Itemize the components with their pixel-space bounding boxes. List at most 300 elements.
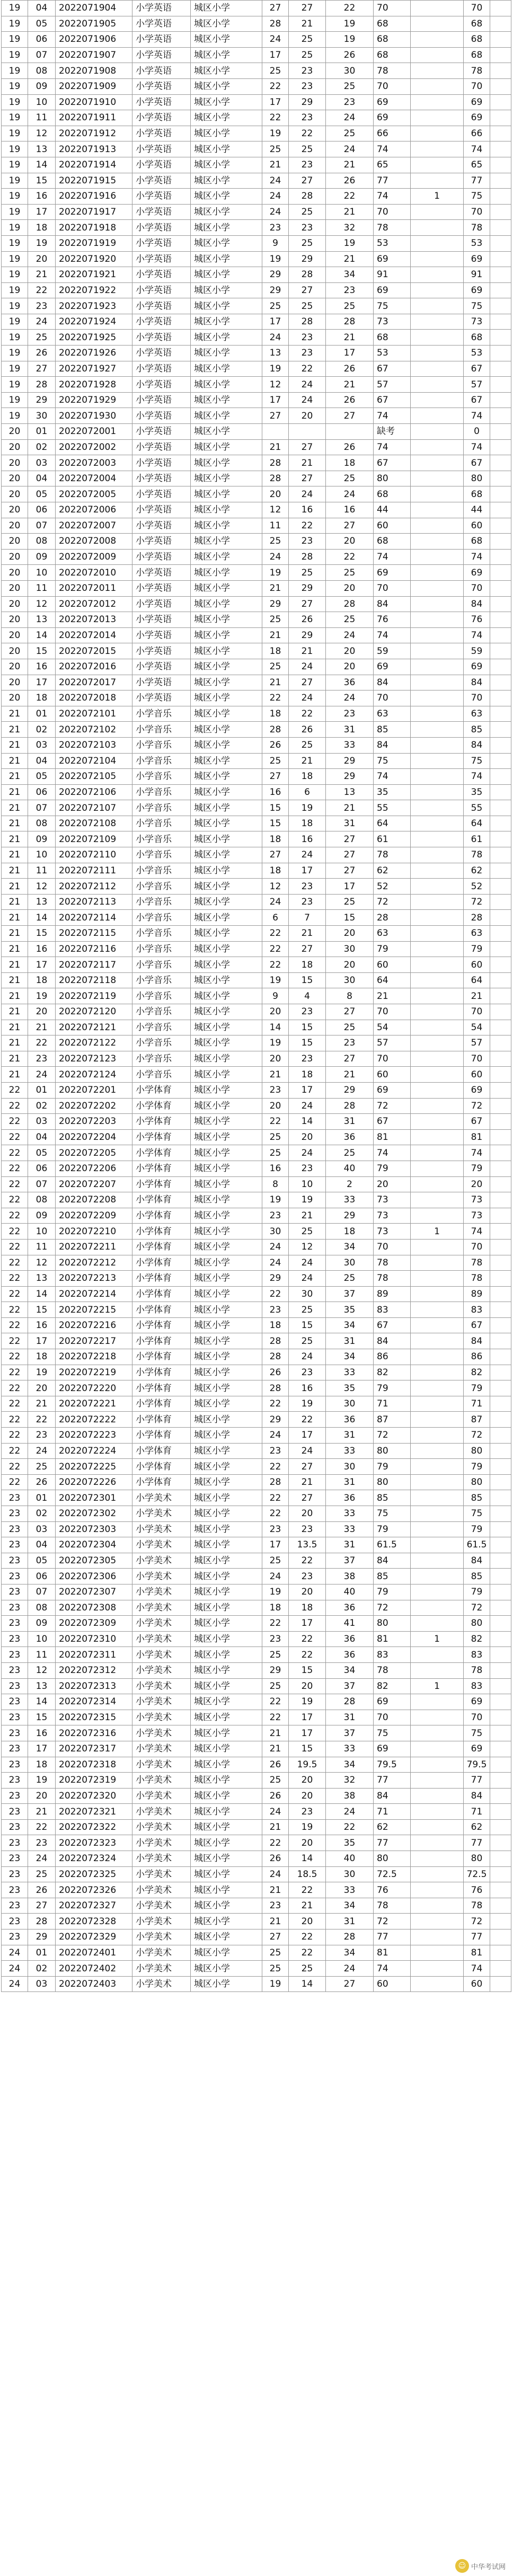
cell-score-part-2: 23 [289,1804,326,1820]
cell-seat-no: 05 [28,486,56,502]
cell-school: 城区小学 [191,831,262,847]
cell-seat-no: 07 [28,47,56,63]
cell-room-no: 22 [2,1271,28,1287]
cell-subject: 小学美术 [132,1647,191,1663]
cell-score-part-3: 27 [326,408,374,424]
cell-exam-id: 2022072318 [56,1757,132,1773]
cell-room-no: 22 [2,1412,28,1428]
cell-subject: 小学音乐 [132,737,191,753]
cell-subject: 小学英语 [132,659,191,675]
cell-bonus [411,408,464,424]
cell-seat-no: 02 [28,439,56,455]
cell-bonus [411,94,464,110]
cell-room-no: 21 [2,1067,28,1083]
cell-score-part-1: 25 [262,63,289,79]
cell-bonus [411,486,464,502]
cell-score-part-2: 21 [289,1208,326,1224]
cell-score-part-2: 25 [289,298,326,314]
cell-written-total: 55 [374,800,411,816]
cell-bonus [411,1521,464,1537]
cell-empty [490,1773,511,1789]
cell-exam-id: 2022072403 [56,1976,132,1992]
cell-score-part-1: 15 [262,816,289,831]
cell-seat-no: 14 [28,1286,56,1302]
cell-school: 城区小学 [191,1020,262,1035]
cell-exam-id: 2022072014 [56,627,132,643]
table-row [2,1317,511,1333]
cell-subject: 小学体育 [132,1271,191,1287]
cell-bonus [411,691,464,706]
cell-written-total: 74 [374,141,411,157]
cell-bonus [411,596,464,612]
cell-final-score: 84 [464,737,490,753]
cell-subject: 小学英语 [132,141,191,157]
cell-exam-id: 2022072101 [56,706,132,722]
cell-subject: 小学体育 [132,1349,191,1365]
cell-score-part-1: 28 [262,1380,289,1396]
cell-score-part-1: 13 [262,346,289,361]
cell-final-score: 81 [464,1129,490,1145]
cell-score-part-1: 29 [262,1271,289,1287]
cell-bonus [411,141,464,157]
cell-empty [490,675,511,691]
cell-score-part-2: 24 [289,1255,326,1271]
cell-written-total: 72 [374,1098,411,1114]
cell-bonus [411,1349,464,1365]
cell-room-no: 23 [2,1851,28,1867]
cell-score-part-1: 24 [262,1866,289,1882]
cell-score-part-1: 16 [262,1161,289,1176]
table-row [2,94,511,110]
cell-written-total: 85 [374,1569,411,1584]
cell-school: 城区小学 [191,863,262,879]
cell-score-part-3: 22 [326,1,374,16]
cell-score-part-2: 21 [289,455,326,471]
table-row [2,471,511,486]
cell-score-part-3: 26 [326,361,374,377]
cell-final-score: 77 [464,1773,490,1789]
cell-subject: 小学音乐 [132,926,191,942]
cell-written-total: 81 [374,1945,411,1961]
cell-school: 城区小学 [191,627,262,643]
cell-score-part-2: 24 [289,1145,326,1161]
cell-subject: 小学美术 [132,1537,191,1553]
cell-bonus [411,346,464,361]
cell-empty [490,1224,511,1240]
table-row [2,1396,511,1412]
cell-subject: 小学英语 [132,455,191,471]
cell-school: 城区小学 [191,1929,262,1945]
cell-empty [490,1835,511,1851]
cell-written-total: 80 [374,1851,411,1867]
cell-subject: 小学英语 [132,78,191,94]
cell-score-part-2 [289,424,326,440]
cell-school: 城区小学 [191,926,262,942]
cell-seat-no: 13 [28,1678,56,1694]
cell-written-total: 68 [374,32,411,48]
cell-final-score: 70 [464,1710,490,1725]
cell-seat-no: 22 [28,282,56,298]
cell-room-no: 21 [2,784,28,800]
cell-final-score: 70 [464,1004,490,1020]
cell-written-total: 67 [374,1114,411,1130]
cell-score-part-1: 18 [262,1317,289,1333]
cell-score-part-2: 20 [289,1835,326,1851]
cell-school: 城区小学 [191,1914,262,1929]
cell-written-total: 72 [374,894,411,910]
cell-empty [490,1098,511,1114]
table-row [2,1851,511,1867]
cell-school: 城区小学 [191,157,262,173]
cell-subject: 小学美术 [132,1945,191,1961]
cell-score-part-2: 25 [289,1224,326,1240]
cell-bonus [411,1443,464,1459]
cell-bonus [411,1882,464,1898]
cell-score-part-3: 37 [326,1286,374,1302]
cell-room-no: 21 [2,972,28,988]
cell-bonus [411,769,464,785]
table-row [2,32,511,48]
cell-score-part-1: 24 [262,1804,289,1820]
table-row [2,1945,511,1961]
cell-score-part-1: 23 [262,1631,289,1647]
cell-score-part-2: 20 [289,1914,326,1929]
cell-score-part-1: 18 [262,831,289,847]
cell-room-no: 21 [2,831,28,847]
table-row [2,1067,511,1083]
cell-subject: 小学体育 [132,1129,191,1145]
cell-exam-id: 2022072005 [56,486,132,502]
cell-room-no: 21 [2,753,28,769]
cell-written-total: 缺考 [374,424,411,440]
cell-school: 城区小学 [191,1412,262,1428]
cell-score-part-2: 15 [289,1035,326,1051]
cell-score-part-2: 22 [289,1647,326,1663]
cell-score-part-1: 21 [262,1819,289,1835]
cell-final-score: 61 [464,831,490,847]
cell-score-part-2: 23 [289,534,326,550]
cell-empty [490,502,511,518]
cell-room-no: 19 [2,141,28,157]
cell-score-part-2: 29 [289,251,326,267]
cell-score-part-2: 19 [289,1694,326,1710]
cell-score-part-2: 17 [289,1082,326,1098]
cell-bonus: 1 [411,1224,464,1240]
cell-room-no: 20 [2,596,28,612]
cell-exam-id: 2022071910 [56,94,132,110]
cell-seat-no: 12 [28,1255,56,1271]
cell-seat-no: 17 [28,957,56,973]
cell-subject: 小学体育 [132,1302,191,1318]
cell-seat-no: 24 [28,314,56,330]
cell-seat-no: 14 [28,627,56,643]
cell-score-part-2: 30 [289,1286,326,1302]
cell-bonus: 1 [411,1631,464,1647]
cell-score-part-2: 18.5 [289,1866,326,1882]
cell-room-no: 21 [2,910,28,926]
cell-room-no: 21 [2,722,28,738]
cell-exam-id: 2022072326 [56,1882,132,1898]
cell-school: 城区小学 [191,1145,262,1161]
cell-subject: 小学体育 [132,1412,191,1428]
cell-school: 城区小学 [191,189,262,205]
table-row [2,972,511,988]
cell-seat-no: 07 [28,518,56,534]
cell-school: 城区小学 [191,1333,262,1349]
table-row [2,643,511,659]
cell-subject: 小学英语 [132,534,191,550]
cell-empty [490,518,511,534]
cell-final-score: 85 [464,722,490,738]
cell-written-total: 70 [374,204,411,220]
cell-score-part-2: 24 [289,691,326,706]
cell-bonus [411,1694,464,1710]
cell-bonus [411,1929,464,1945]
cell-exam-id: 2022072003 [56,455,132,471]
cell-score-part-2: 21 [289,926,326,942]
cell-exam-id: 2022072322 [56,1819,132,1835]
cell-bonus [411,267,464,283]
cell-room-no: 22 [2,1396,28,1412]
cell-school: 城区小学 [191,643,262,659]
table-row [2,235,511,251]
cell-subject: 小学英语 [132,377,191,393]
cell-school: 城区小学 [191,1176,262,1192]
table-row [2,1710,511,1725]
cell-written-total: 73 [374,1208,411,1224]
cell-subject: 小学音乐 [132,784,191,800]
cell-room-no: 19 [2,282,28,298]
table-row [2,1929,511,1945]
cell-subject: 小学英语 [132,691,191,706]
table-row [2,706,511,722]
cell-score-part-3: 33 [326,1882,374,1898]
cell-exam-id: 2022072104 [56,753,132,769]
cell-score-part-1: 25 [262,612,289,628]
cell-final-score: 79 [464,1521,490,1537]
cell-school: 城区小学 [191,675,262,691]
cell-exam-id: 2022072208 [56,1192,132,1208]
cell-final-score: 61.5 [464,1537,490,1553]
cell-score-part-2: 17 [289,1710,326,1725]
cell-subject: 小学音乐 [132,831,191,847]
cell-empty [490,596,511,612]
cell-score-part-1: 17 [262,1537,289,1553]
cell-seat-no: 06 [28,1569,56,1584]
cell-exam-id: 2022072304 [56,1537,132,1553]
cell-empty [490,706,511,722]
cell-room-no: 19 [2,330,28,346]
cell-score-part-1: 28 [262,16,289,32]
cell-room-no: 22 [2,1365,28,1380]
cell-subject: 小学美术 [132,1773,191,1789]
cell-bonus [411,549,464,565]
cell-final-score: 74 [464,1961,490,1977]
cell-written-total: 74 [374,1961,411,1977]
cell-written-total: 74 [374,1145,411,1161]
cell-school: 城区小学 [191,1506,262,1522]
cell-school: 城区小学 [191,988,262,1004]
cell-school: 城区小学 [191,471,262,486]
cell-score-part-1: 20 [262,1051,289,1067]
cell-final-score: 69 [464,94,490,110]
cell-score-part-3: 32 [326,220,374,236]
cell-score-part-2: 25 [289,1961,326,1977]
cell-score-part-3: 36 [326,1490,374,1506]
cell-seat-no: 04 [28,1129,56,1145]
cell-seat-no: 14 [28,1694,56,1710]
cell-score-part-1: 21 [262,1067,289,1083]
cell-score-part-1: 22 [262,78,289,94]
cell-subject: 小学英语 [132,408,191,424]
cell-score-part-2: 24 [289,847,326,863]
cell-bonus [411,1428,464,1444]
cell-score-part-3: 27 [326,863,374,879]
cell-exam-id: 2022072301 [56,1490,132,1506]
table-row [2,1114,511,1130]
cell-score-part-3: 24 [326,110,374,126]
cell-school: 城区小学 [191,1239,262,1255]
cell-bonus [411,1145,464,1161]
cell-room-no: 19 [2,32,28,48]
cell-score-part-2: 27 [289,173,326,189]
cell-score-part-2: 22 [289,126,326,141]
cell-score-part-1: 23 [262,1521,289,1537]
cell-score-part-1: 17 [262,94,289,110]
cell-empty [490,1521,511,1537]
cell-score-part-3 [326,424,374,440]
cell-final-score: 84 [464,675,490,691]
cell-score-part-3: 24 [326,627,374,643]
cell-empty [490,643,511,659]
cell-final-score: 80 [464,1474,490,1490]
cell-room-no: 19 [2,78,28,94]
cell-score-part-1: 19 [262,1584,289,1600]
cell-school: 城区小学 [191,173,262,189]
cell-exam-id: 2022072004 [56,471,132,486]
cell-score-part-1: 22 [262,957,289,973]
cell-written-total: 67 [374,1317,411,1333]
cell-room-no: 19 [2,63,28,79]
cell-seat-no: 03 [28,737,56,753]
cell-final-score: 68 [464,330,490,346]
cell-exam-id: 2022072221 [56,1396,132,1412]
table-row [2,941,511,957]
cell-score-part-2: 24 [289,1443,326,1459]
cell-subject: 小学英语 [132,63,191,79]
cell-seat-no: 09 [28,78,56,94]
cell-exam-id: 2022071921 [56,267,132,283]
table-row [2,1,511,16]
cell-empty [490,1710,511,1725]
cell-score-part-1: 24 [262,330,289,346]
table-row [2,424,511,440]
cell-final-score: 69 [464,251,490,267]
cell-room-no: 23 [2,1553,28,1569]
cell-bonus [411,110,464,126]
cell-room-no: 19 [2,377,28,393]
cell-room-no: 19 [2,267,28,283]
cell-room-no: 21 [2,879,28,895]
cell-room-no: 20 [2,659,28,675]
cell-final-score: 68 [464,16,490,32]
table-row [2,1286,511,1302]
cell-score-part-3: 30 [326,1459,374,1475]
cell-room-no: 22 [2,1239,28,1255]
cell-empty [490,1662,511,1678]
cell-score-part-2: 22 [289,1929,326,1945]
cell-final-score: 72.5 [464,1866,490,1882]
cell-score-part-2: 25 [289,235,326,251]
cell-bonus [411,1898,464,1914]
table-row [2,408,511,424]
cell-score-part-3: 18 [326,1224,374,1240]
cell-score-part-2: 14 [289,1976,326,1992]
cell-room-no: 20 [2,486,28,502]
cell-bonus [411,1098,464,1114]
cell-final-score: 83 [464,1302,490,1318]
cell-seat-no: 07 [28,1584,56,1600]
cell-written-total: 62 [374,863,411,879]
cell-school: 城区小学 [191,1443,262,1459]
cell-school: 城区小学 [191,1647,262,1663]
cell-bonus [411,1976,464,1992]
cell-final-score: 74 [464,1224,490,1240]
cell-written-total: 60 [374,1976,411,1992]
cell-score-part-2: 22 [289,518,326,534]
cell-score-part-1: 15 [262,800,289,816]
cell-score-part-2: 24 [289,486,326,502]
cell-exam-id: 2022072302 [56,1506,132,1522]
table-row [2,1412,511,1428]
cell-bonus [411,361,464,377]
cell-school: 城区小学 [191,1255,262,1271]
cell-score-part-2: 21 [289,16,326,32]
cell-score-part-2: 20 [289,408,326,424]
cell-score-part-1: 26 [262,1851,289,1867]
cell-seat-no: 02 [28,1098,56,1114]
cell-score-part-1: 22 [262,1710,289,1725]
cell-school: 城区小学 [191,1835,262,1851]
table-row [2,267,511,283]
cell-school: 城区小学 [191,1051,262,1067]
cell-empty [490,1741,511,1757]
cell-score-part-1: 30 [262,1224,289,1240]
table-row [2,1866,511,1882]
cell-final-score: 68 [464,47,490,63]
cell-final-score: 70 [464,691,490,706]
cell-room-no: 23 [2,1819,28,1835]
cell-final-score: 79 [464,1584,490,1600]
cell-seat-no: 17 [28,1741,56,1757]
cell-score-part-1: 29 [262,596,289,612]
cell-exam-id: 2022072325 [56,1866,132,1882]
cell-room-no: 22 [2,1349,28,1365]
cell-final-score: 91 [464,267,490,283]
cell-empty [490,235,511,251]
cell-school: 城区小学 [191,596,262,612]
table-row [2,1255,511,1271]
cell-final-score: 63 [464,926,490,942]
cell-score-part-3: 21 [326,204,374,220]
cell-school: 城区小学 [191,1631,262,1647]
cell-score-part-3: 29 [326,1208,374,1224]
cell-score-part-2: 7 [289,910,326,926]
cell-final-score: 63 [464,706,490,722]
cell-score-part-3: 36 [326,1600,374,1616]
cell-final-score: 70 [464,1239,490,1255]
cell-final-score: 87 [464,1412,490,1428]
